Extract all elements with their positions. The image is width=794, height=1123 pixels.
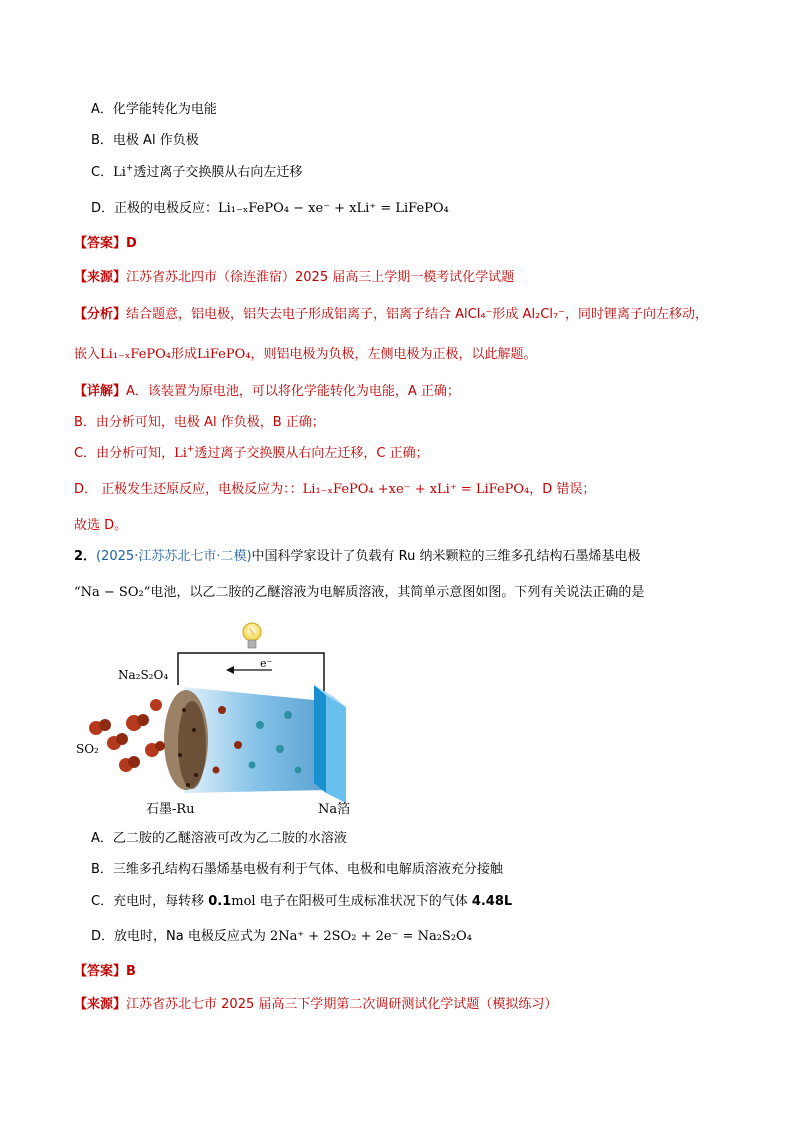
so2-molecules: [89, 699, 165, 772]
graphite-ru-electrode: [164, 690, 208, 790]
bulb-icon: [243, 623, 261, 648]
q2-stem-line2: “Na − SO₂”电池，以乙二胺的乙醚溶液为电解质溶液，其简单示意图如图。下列有关说法正确的是: [74, 585, 645, 600]
q2-stem-line1: 2．(2025·江苏苏北七市·二模)中国科学家设计了负载有 Ru 纳米颗粒的三维多孔结构石墨烯基电极: [74, 549, 641, 564]
q1-option-b: B．电极 Al 作负极: [91, 133, 199, 148]
q1-source: 【来源】江苏省苏北四市（徐连淮宿）2025 届高三上学期一模考试化学试题: [74, 270, 515, 285]
label-electron: e⁻: [260, 657, 273, 670]
q1-detail-c: C．由分析可知，Li+透过离子交换膜从右向左迁移，C 正确；: [74, 444, 429, 461]
q1-detail-b: B．由分析可知，电极 Al 作负极，B 正确；: [74, 415, 325, 430]
q1-analysis-line1: 【分析】结合题意，铝电极，铝失去电子形成铝离子，铝离子结合 AlCl₄⁻形成 Al₂Cl₇⁻，同时锂离子向左移动，: [74, 307, 709, 322]
q2-source: 【来源】江苏省苏北七市 2025 届高三下学期第二次调研测试化学试题（模拟练习）: [74, 997, 558, 1012]
q2-option-d: D．放电时，Na 电极反应式为 2Na⁺ + 2SO₂ + 2e⁻ = Na₂S₂O₄: [91, 929, 472, 944]
battery-diagram: [74, 615, 374, 820]
q2-option-b: B．三维多孔结构石墨烯基电极有利于气体、电极和电解质溶液充分接触: [91, 862, 503, 877]
q2-option-a: A．乙二胺的乙醚溶液可改为乙二胺的水溶液: [91, 831, 347, 846]
q1-analysis-line2: 嵌入Li₁₋ₓFePO₄形成LiFePO₄，则铝电极为负极，左侧电极为正极，以此解题。: [74, 347, 537, 362]
label-na-foil: Na箔: [318, 802, 351, 817]
q1-answer: 【答案】D: [74, 236, 137, 251]
label-na2s2o4: Na₂S₂O₄: [118, 668, 169, 682]
q1-option-a: A．化学能转化为电能: [91, 102, 217, 117]
q1-conclusion: 故选 D。: [74, 518, 128, 533]
q1-detail-a: 【详解】A．该装置为原电池，可以将化学能转化为电能，A 正确；: [74, 384, 460, 399]
q2-option-c: C．充电时，每转移 0.1mol 电子在阳极可生成标准状况下的气体 4.48L: [91, 894, 513, 909]
label-so2: SO₂: [76, 742, 99, 756]
q1-option-d: D．正极的电极反应：Li₁₋ₓFePO₄ − xe⁻ + xLi⁺ = LiFePO₄: [91, 201, 449, 216]
q1-detail-d: D． 正极发生还原反应，电极反应为：：Li₁₋ₓFePO₄ +xe⁻ + xLi⁺ = LiFePO₄，D 错误；: [74, 482, 596, 497]
sodium-foil-electrode: [314, 685, 346, 803]
label-graphite-ru: 石墨-Ru: [146, 802, 195, 817]
q2-answer: 【答案】B: [74, 964, 136, 979]
q1-option-c: C．Li+透过离子交换膜从右向左迁移: [91, 163, 303, 180]
